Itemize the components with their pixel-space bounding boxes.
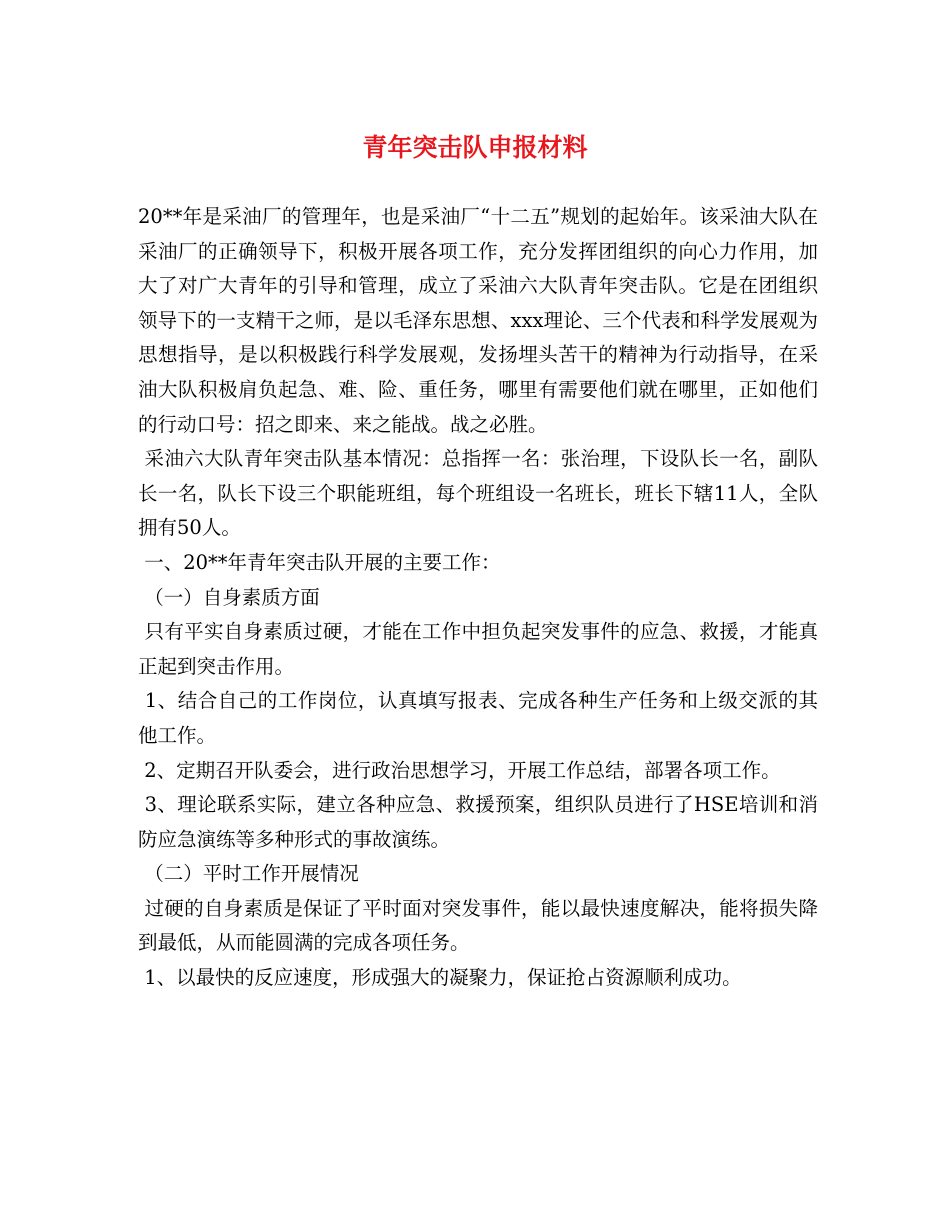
heading-main-work: 一、20**年青年突击队开展的主要工作： (138, 550, 501, 574)
list-item-daily-1: 1、以最快的反应速度，形成强大的凝聚力，保证抢占资源顺利成功。 (138, 966, 742, 990)
subheading-self-quality: （一）自身素质方面 (138, 585, 320, 609)
document-title: 青年突击队申报材料 (362, 133, 588, 162)
list-item-3: 3、理论联系实际，建立各种应急、救援预案，组织队员进行了HSE培训和消防应急演练等多种形式的事故演练。 (138, 793, 818, 851)
paragraph-self-quality: 只有平实自身素质过硬，才能在工作中担负起突发事件的应急、救援，才能真正起到突击作用。 (138, 620, 818, 678)
paragraph-basic-info: 采油六大队青年突击队基本情况：总指挥一名：张治理，下设队长一名，副队长一名，队长下设三个职能班组，每个班组设一名班长，班长下辖11人，全队拥有50人。 (138, 447, 818, 540)
paragraph-daily-work: 过硬的自身素质是保证了平时面对突发事件，能以最快速度解决，能将损失降到最低，从而能圆满的完成各项任务。 (138, 896, 818, 955)
subheading-daily-work: （二）平时工作开展情况 (138, 862, 359, 886)
list-item-2: 2、定期召开队委会，进行政治思想学习，开展工作总结，部署各项工作。 (138, 758, 781, 782)
document-body (138, 200, 818, 996)
paragraph-intro: 20**年是采油厂的管理年，也是采油厂“十二五”规划的起始年。该采油大队在采油厂的正确领导下，积极开展各项工作，充分发挥团组织的向心力作用，加大了对广大青年的引导和管理，成立了采油六大队青年突击队。它是在团组织领导下的一支精干之师，是以毛泽东思想、xxx理论、三个代表和科学发展观为思想指导，是以积极践行科学发展观，发扬埋头苦干的精神为行动指导，在采油大队积极肩负起急、难、险、重任务，哪里有需要他们就在哪里，正如他们的行动口号：招之即来、来之能战。战之必胜。 (138, 205, 818, 436)
list-item-1: 1、结合自己的工作岗位，认真填写报表、完成各种生产任务和上级交派的其他工作。 (138, 689, 818, 747)
